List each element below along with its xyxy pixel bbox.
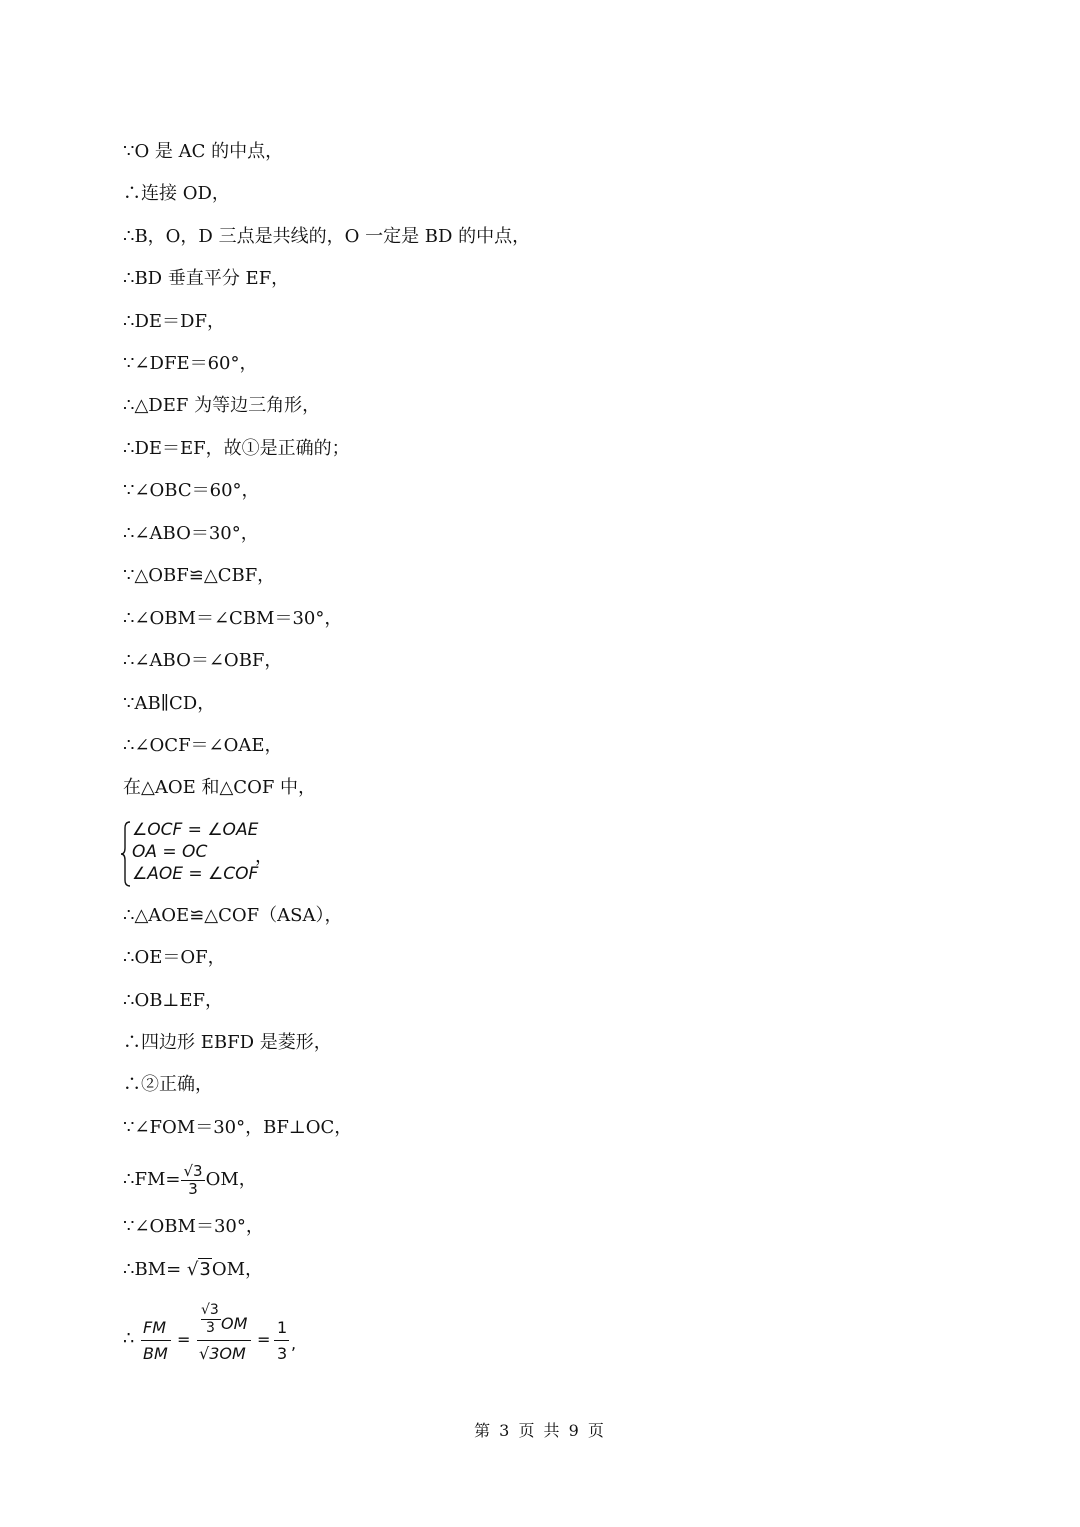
rhs-numerator: 1 (277, 1318, 288, 1337)
proof-step: ∵△OBF≌△CBF， (123, 565, 276, 586)
system-comma: ， (255, 846, 273, 867)
proof-step: ∴∠ABO＝30°， (123, 523, 259, 544)
mid-numerator-sqrt: √3 (201, 1302, 219, 1318)
proof-step: ∴四边形 EBFD 是菱形， (123, 1032, 332, 1053)
system-row: ∠OCF = ∠OAE (132, 820, 259, 840)
proof-step: ∴OE＝OF， (123, 947, 226, 968)
equals-sign: = (257, 1330, 271, 1349)
proof-step: ∵∠OBC＝60°， (123, 480, 260, 501)
left-brace-icon (120, 820, 132, 888)
proof-step: 在△AOE 和△COF 中， (123, 777, 317, 798)
therefore-symbol: ∴ (123, 1328, 135, 1349)
fraction: $\frac{√3}{3}$ (183, 1161, 203, 1198)
system-row: OA = OC (132, 842, 208, 862)
fm-equation: ∴FM= $\frac{√3}{3}$ OM， (123, 1161, 257, 1198)
mid-denominator: √3OM (199, 1344, 246, 1363)
proof-step: ∴②正确， (123, 1074, 213, 1095)
proof-step: ∴DE＝EF，故①是正确的； (123, 438, 350, 459)
proof-step: ∴连接 OD， (123, 183, 230, 204)
system-row: ∠AOE = ∠COF (132, 864, 259, 884)
equation-system (120, 820, 320, 888)
proof-step: ∴∠ABO＝∠OBF， (123, 650, 283, 671)
proof-step: ∵O 是 AC 的中点， (123, 141, 284, 162)
lhs-numerator: FM (143, 1318, 167, 1337)
mid-numerator-den: 3 (206, 1320, 215, 1336)
proof-step: ∴BD 垂直平分 EF， (123, 268, 290, 289)
equals-sign: = (177, 1330, 191, 1349)
rhs-denominator: 3 (277, 1344, 288, 1363)
mid-numerator-suffix: OM (221, 1314, 248, 1333)
proof-step: ∴DE＝DF， (123, 311, 225, 332)
proof-step: ∴∠OBM＝∠CBM＝30°， (123, 608, 343, 629)
proof-step: ∵∠OBM＝30°， (123, 1216, 264, 1237)
lhs-denominator: BM (143, 1344, 168, 1363)
ratio-equation (123, 1304, 423, 1374)
proof-step: ∵∠FOM＝30°，BF⊥OC， (123, 1117, 353, 1138)
proof-step: ∴OB⊥EF， (123, 990, 223, 1011)
square-root: √3 (186, 1259, 211, 1280)
page-footer: 第 3 页 共 9 页 (474, 1421, 606, 1440)
trailing-comma: , (291, 1334, 297, 1353)
proof-step: ∴B，O，D 三点是共线的，O 一定是 BD 的中点， (123, 226, 531, 247)
proof-step: ∵AB∥CD， (123, 693, 216, 714)
proof-step: ∴△DEF 为等边三角形， (123, 395, 321, 416)
proof-step: ∴△AOE≌△COF（ASA）， (123, 905, 343, 926)
proof-step: ∴∠OCF＝∠OAE， (123, 735, 283, 756)
proof-step: ∵∠DFE＝60°， (123, 353, 258, 374)
bm-equation: ∴BM= √3OM， (123, 1259, 264, 1280)
